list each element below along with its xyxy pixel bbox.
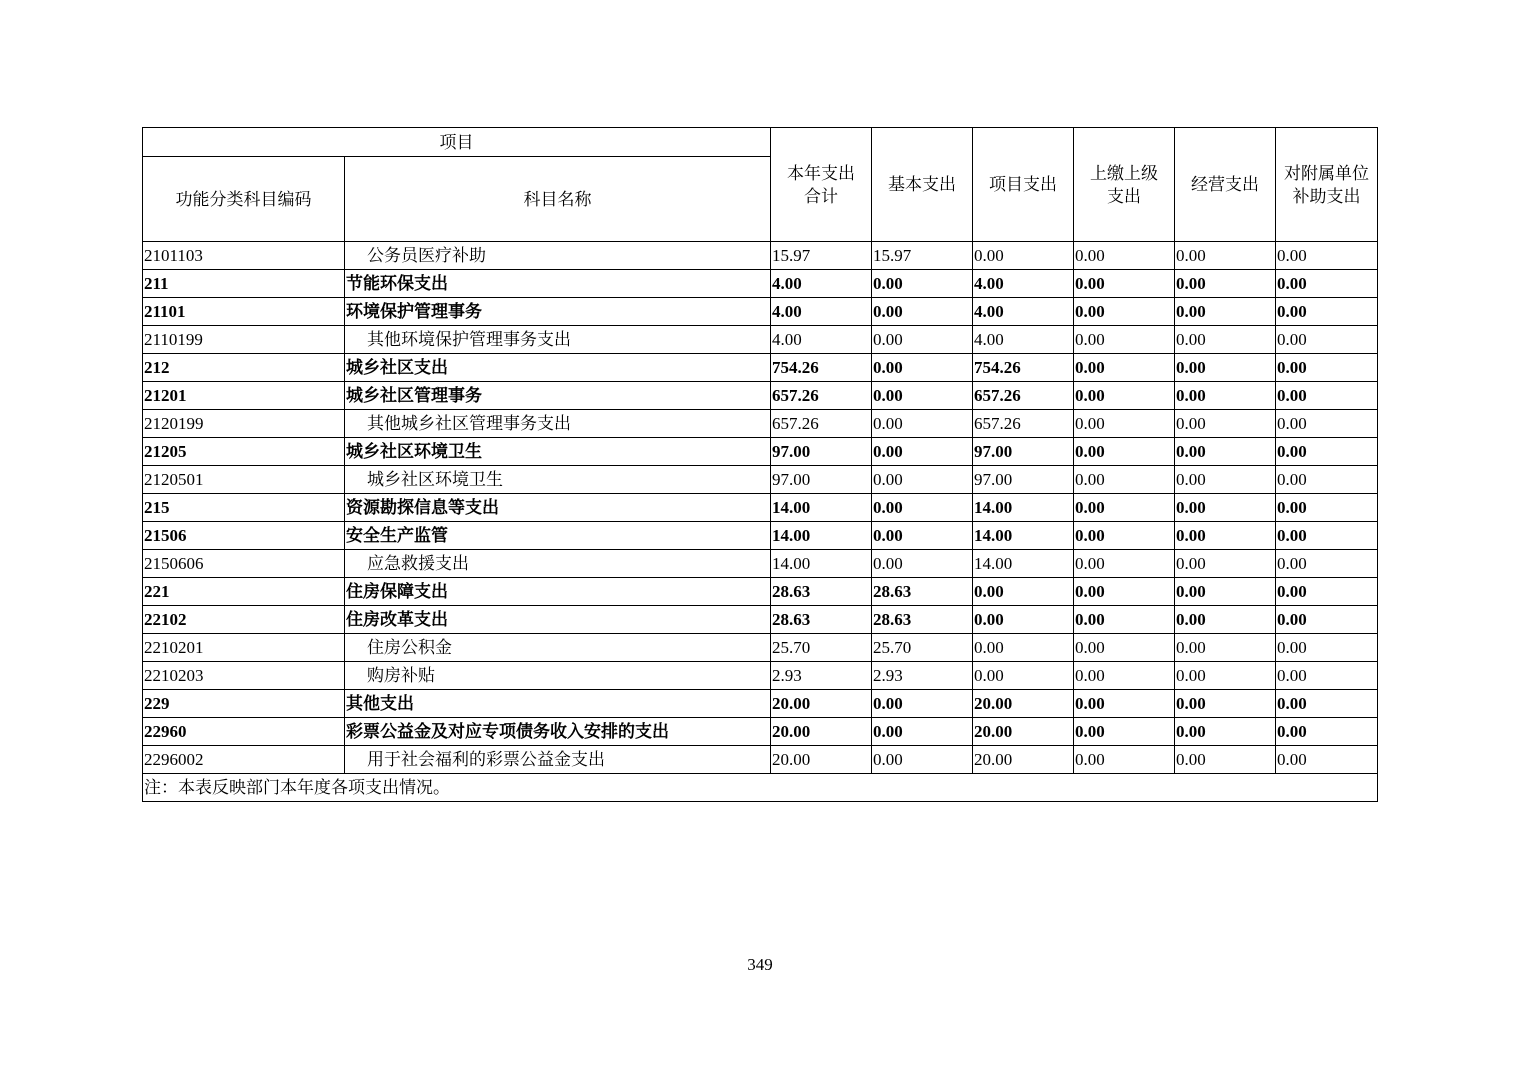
cell-name: 彩票公益金及对应专项债务收入安排的支出 bbox=[345, 718, 771, 746]
cell-code: 21201 bbox=[143, 382, 345, 410]
table-row bbox=[143, 662, 1378, 690]
cell-item: 754.26 bbox=[973, 354, 1074, 382]
header-subsidy-line2: 补助支出 bbox=[1292, 186, 1361, 206]
table-row bbox=[143, 438, 1378, 466]
cell-basic: 0.00 bbox=[872, 354, 973, 382]
cell-total: 14.00 bbox=[771, 494, 872, 522]
cell-basic: 0.00 bbox=[872, 718, 973, 746]
cell-name: 住房公积金 bbox=[345, 634, 771, 662]
cell-total: 14.00 bbox=[771, 550, 872, 578]
cell-total: 28.63 bbox=[771, 606, 872, 634]
cell-upper: 0.00 bbox=[1074, 298, 1175, 326]
cell-upper: 0.00 bbox=[1074, 606, 1175, 634]
table-row bbox=[143, 718, 1378, 746]
cell-name: 节能环保支出 bbox=[345, 270, 771, 298]
cell-item: 0.00 bbox=[973, 242, 1074, 270]
cell-basic: 0.00 bbox=[872, 466, 973, 494]
header-subsidy-line1: 对附属单位 bbox=[1284, 163, 1369, 183]
cell-code: 229 bbox=[143, 690, 345, 718]
table-row bbox=[143, 466, 1378, 494]
cell-total: 97.00 bbox=[771, 466, 872, 494]
cell-item: 0.00 bbox=[973, 634, 1074, 662]
cell-total: 657.26 bbox=[771, 410, 872, 438]
cell-total: 15.97 bbox=[771, 242, 872, 270]
table-row bbox=[143, 298, 1378, 326]
cell-basic: 0.00 bbox=[872, 690, 973, 718]
cell-basic: 2.93 bbox=[872, 662, 973, 690]
cell-business: 0.00 bbox=[1175, 298, 1276, 326]
cell-code: 2150606 bbox=[143, 550, 345, 578]
cell-upper: 0.00 bbox=[1074, 242, 1175, 270]
cell-upper: 0.00 bbox=[1074, 466, 1175, 494]
cell-item: 20.00 bbox=[973, 690, 1074, 718]
cell-name: 购房补贴 bbox=[345, 662, 771, 690]
cell-item: 4.00 bbox=[973, 298, 1074, 326]
cell-subsidy: 0.00 bbox=[1276, 662, 1378, 690]
cell-name: 其他城乡社区管理事务支出 bbox=[345, 410, 771, 438]
cell-business: 0.00 bbox=[1175, 634, 1276, 662]
table-row bbox=[143, 522, 1378, 550]
cell-name: 城乡社区支出 bbox=[345, 354, 771, 382]
cell-total: 4.00 bbox=[771, 298, 872, 326]
cell-business: 0.00 bbox=[1175, 438, 1276, 466]
cell-item: 4.00 bbox=[973, 270, 1074, 298]
cell-total: 754.26 bbox=[771, 354, 872, 382]
cell-item: 14.00 bbox=[973, 550, 1074, 578]
header-name: 科目名称 bbox=[345, 157, 771, 242]
cell-basic: 0.00 bbox=[872, 270, 973, 298]
cell-business: 0.00 bbox=[1175, 354, 1276, 382]
cell-name: 住房保障支出 bbox=[345, 578, 771, 606]
cell-name: 城乡社区环境卫生 bbox=[345, 466, 771, 494]
cell-name: 住房改革支出 bbox=[345, 606, 771, 634]
cell-basic: 15.97 bbox=[872, 242, 973, 270]
cell-code: 215 bbox=[143, 494, 345, 522]
cell-code: 211 bbox=[143, 270, 345, 298]
cell-basic: 0.00 bbox=[872, 522, 973, 550]
cell-basic: 0.00 bbox=[872, 494, 973, 522]
cell-code: 2110199 bbox=[143, 326, 345, 354]
cell-upper: 0.00 bbox=[1074, 662, 1175, 690]
header-subsidy bbox=[1276, 128, 1378, 242]
cell-item: 20.00 bbox=[973, 746, 1074, 774]
cell-subsidy: 0.00 bbox=[1276, 634, 1378, 662]
cell-upper: 0.00 bbox=[1074, 326, 1175, 354]
cell-code: 212 bbox=[143, 354, 345, 382]
header-item: 项目支出 bbox=[973, 128, 1074, 242]
table-row bbox=[143, 494, 1378, 522]
expenditure-table bbox=[142, 127, 1378, 802]
cell-code: 2296002 bbox=[143, 746, 345, 774]
cell-subsidy: 0.00 bbox=[1276, 522, 1378, 550]
cell-total: 2.93 bbox=[771, 662, 872, 690]
cell-total: 4.00 bbox=[771, 326, 872, 354]
cell-basic: 0.00 bbox=[872, 298, 973, 326]
cell-item: 657.26 bbox=[973, 410, 1074, 438]
cell-total: 20.00 bbox=[771, 690, 872, 718]
cell-subsidy: 0.00 bbox=[1276, 242, 1378, 270]
cell-subsidy: 0.00 bbox=[1276, 690, 1378, 718]
cell-subsidy: 0.00 bbox=[1276, 270, 1378, 298]
cell-basic: 0.00 bbox=[872, 326, 973, 354]
cell-total: 20.00 bbox=[771, 746, 872, 774]
cell-business: 0.00 bbox=[1175, 578, 1276, 606]
table-row bbox=[143, 578, 1378, 606]
header-total bbox=[771, 128, 872, 242]
table-row bbox=[143, 690, 1378, 718]
cell-basic: 0.00 bbox=[872, 410, 973, 438]
cell-upper: 0.00 bbox=[1074, 410, 1175, 438]
page-number: 349 bbox=[747, 955, 773, 974]
cell-subsidy: 0.00 bbox=[1276, 718, 1378, 746]
cell-item: 0.00 bbox=[973, 578, 1074, 606]
cell-code: 2210201 bbox=[143, 634, 345, 662]
header-upper bbox=[1074, 128, 1175, 242]
table-note: 注：本表反映部门本年度各项支出情况。 bbox=[143, 774, 1378, 802]
header-upper-line1: 上缴上级 bbox=[1090, 163, 1158, 183]
cell-name: 其他环境保护管理事务支出 bbox=[345, 326, 771, 354]
cell-subsidy: 0.00 bbox=[1276, 494, 1378, 522]
cell-name: 城乡社区环境卫生 bbox=[345, 438, 771, 466]
cell-subsidy: 0.00 bbox=[1276, 382, 1378, 410]
cell-business: 0.00 bbox=[1175, 410, 1276, 438]
cell-name: 公务员医疗补助 bbox=[345, 242, 771, 270]
cell-item: 20.00 bbox=[973, 718, 1074, 746]
cell-subsidy: 0.00 bbox=[1276, 326, 1378, 354]
cell-name: 环境保护管理事务 bbox=[345, 298, 771, 326]
cell-name: 应急救援支出 bbox=[345, 550, 771, 578]
cell-total: 28.63 bbox=[771, 578, 872, 606]
cell-code: 2210203 bbox=[143, 662, 345, 690]
cell-basic: 0.00 bbox=[872, 438, 973, 466]
cell-business: 0.00 bbox=[1175, 662, 1276, 690]
table-row bbox=[143, 550, 1378, 578]
cell-upper: 0.00 bbox=[1074, 522, 1175, 550]
cell-business: 0.00 bbox=[1175, 746, 1276, 774]
cell-subsidy: 0.00 bbox=[1276, 354, 1378, 382]
header-business: 经营支出 bbox=[1175, 128, 1276, 242]
cell-subsidy: 0.00 bbox=[1276, 606, 1378, 634]
cell-basic: 28.63 bbox=[872, 606, 973, 634]
cell-business: 0.00 bbox=[1175, 466, 1276, 494]
cell-upper: 0.00 bbox=[1074, 550, 1175, 578]
cell-upper: 0.00 bbox=[1074, 690, 1175, 718]
cell-item: 97.00 bbox=[973, 438, 1074, 466]
cell-name: 安全生产监管 bbox=[345, 522, 771, 550]
cell-basic: 0.00 bbox=[872, 746, 973, 774]
cell-upper: 0.00 bbox=[1074, 354, 1175, 382]
table-row bbox=[143, 354, 1378, 382]
cell-total: 14.00 bbox=[771, 522, 872, 550]
header-code: 功能分类科目编码 bbox=[143, 157, 345, 242]
cell-business: 0.00 bbox=[1175, 606, 1276, 634]
cell-subsidy: 0.00 bbox=[1276, 298, 1378, 326]
cell-basic: 28.63 bbox=[872, 578, 973, 606]
cell-item: 97.00 bbox=[973, 466, 1074, 494]
cell-item: 0.00 bbox=[973, 606, 1074, 634]
cell-subsidy: 0.00 bbox=[1276, 550, 1378, 578]
table-row bbox=[143, 270, 1378, 298]
cell-item: 657.26 bbox=[973, 382, 1074, 410]
header-basic: 基本支出 bbox=[872, 128, 973, 242]
cell-business: 0.00 bbox=[1175, 550, 1276, 578]
cell-total: 657.26 bbox=[771, 382, 872, 410]
cell-code: 22960 bbox=[143, 718, 345, 746]
cell-business: 0.00 bbox=[1175, 326, 1276, 354]
cell-upper: 0.00 bbox=[1074, 270, 1175, 298]
header-total-line1: 本年支出 bbox=[787, 163, 855, 183]
cell-item: 14.00 bbox=[973, 494, 1074, 522]
header-total-line2: 合计 bbox=[804, 186, 838, 206]
cell-name: 用于社会福利的彩票公益金支出 bbox=[345, 746, 771, 774]
cell-business: 0.00 bbox=[1175, 242, 1276, 270]
cell-business: 0.00 bbox=[1175, 690, 1276, 718]
table-row bbox=[143, 326, 1378, 354]
cell-code: 22102 bbox=[143, 606, 345, 634]
cell-total: 97.00 bbox=[771, 438, 872, 466]
table-row bbox=[143, 410, 1378, 438]
cell-business: 0.00 bbox=[1175, 494, 1276, 522]
cell-total: 20.00 bbox=[771, 718, 872, 746]
table-row bbox=[143, 746, 1378, 774]
table-row bbox=[143, 382, 1378, 410]
cell-upper: 0.00 bbox=[1074, 494, 1175, 522]
note-row bbox=[143, 774, 1378, 802]
cell-basic: 0.00 bbox=[872, 550, 973, 578]
table-row bbox=[143, 634, 1378, 662]
cell-item: 14.00 bbox=[973, 522, 1074, 550]
cell-item: 4.00 bbox=[973, 326, 1074, 354]
cell-item: 0.00 bbox=[973, 662, 1074, 690]
cell-code: 2101103 bbox=[143, 242, 345, 270]
cell-upper: 0.00 bbox=[1074, 634, 1175, 662]
cell-upper: 0.00 bbox=[1074, 382, 1175, 410]
cell-name: 其他支出 bbox=[345, 690, 771, 718]
cell-total: 4.00 bbox=[771, 270, 872, 298]
cell-basic: 0.00 bbox=[872, 382, 973, 410]
header-upper-line2: 支出 bbox=[1107, 186, 1141, 206]
cell-subsidy: 0.00 bbox=[1276, 466, 1378, 494]
cell-upper: 0.00 bbox=[1074, 718, 1175, 746]
cell-subsidy: 0.00 bbox=[1276, 410, 1378, 438]
cell-subsidy: 0.00 bbox=[1276, 438, 1378, 466]
cell-code: 21101 bbox=[143, 298, 345, 326]
cell-code: 21205 bbox=[143, 438, 345, 466]
cell-upper: 0.00 bbox=[1074, 438, 1175, 466]
cell-code: 2120501 bbox=[143, 466, 345, 494]
cell-subsidy: 0.00 bbox=[1276, 578, 1378, 606]
cell-name: 资源勘探信息等支出 bbox=[345, 494, 771, 522]
cell-business: 0.00 bbox=[1175, 718, 1276, 746]
cell-business: 0.00 bbox=[1175, 382, 1276, 410]
cell-business: 0.00 bbox=[1175, 270, 1276, 298]
cell-name: 城乡社区管理事务 bbox=[345, 382, 771, 410]
cell-business: 0.00 bbox=[1175, 522, 1276, 550]
cell-upper: 0.00 bbox=[1074, 746, 1175, 774]
table-row bbox=[143, 242, 1378, 270]
cell-code: 21506 bbox=[143, 522, 345, 550]
cell-code: 2120199 bbox=[143, 410, 345, 438]
table-row bbox=[143, 606, 1378, 634]
cell-subsidy: 0.00 bbox=[1276, 746, 1378, 774]
cell-code: 221 bbox=[143, 578, 345, 606]
cell-basic: 25.70 bbox=[872, 634, 973, 662]
cell-upper: 0.00 bbox=[1074, 578, 1175, 606]
header-project: 项目 bbox=[143, 128, 771, 157]
cell-total: 25.70 bbox=[771, 634, 872, 662]
